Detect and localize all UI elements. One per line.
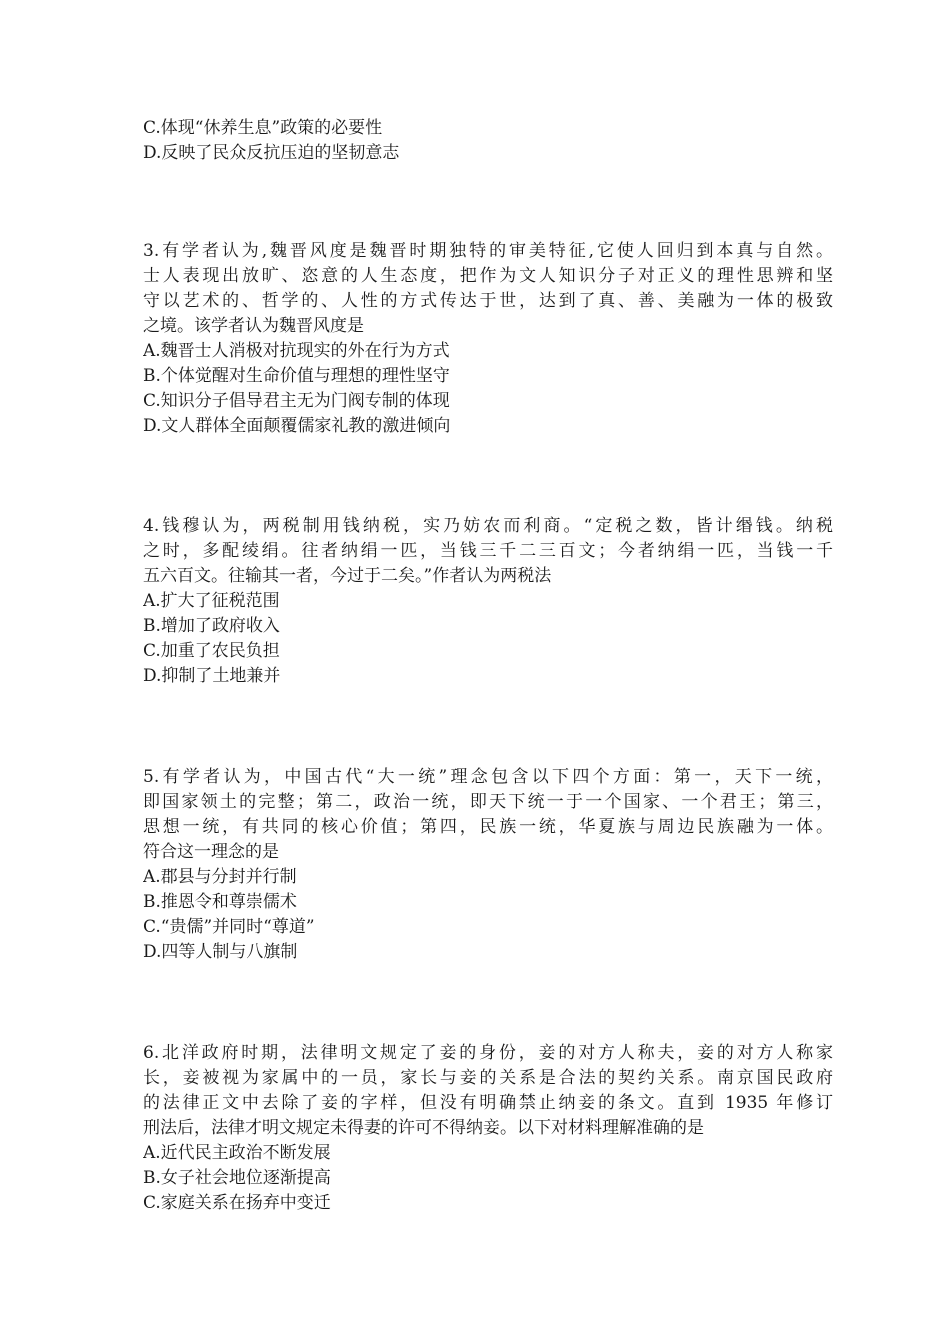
option-c: C.家庭关系在扬弃中变迁 <box>143 1193 331 1213</box>
question-4 <box>143 514 833 689</box>
option-d: D.文人群体全面颠覆儒家礼教的激进倾向 <box>143 416 451 436</box>
question-4-stem-line: 4.钱穆认为，两税制用钱纳税，实乃妨农而利商。“定税之数，皆计缗钱。纳税 <box>143 516 833 536</box>
question-6-stem-line: 6.北洋政府时期，法律明文规定了妾的身份，妾的对方人称夫，妾的对方人称家 <box>143 1043 833 1063</box>
question-5-stem-line: 思想一统，有共同的核心价值；第四，民族一统，华夏族与周边民族融为一体。 <box>143 817 833 837</box>
option-d: D.四等人制与八旗制 <box>143 942 298 962</box>
option-c: C.“贵儒”并同时“尊道” <box>143 917 315 937</box>
question-6-stem-line: 长，妾被视为家属中的一员，家长与妾的关系是合法的契约关系。南京国民政府 <box>143 1068 833 1088</box>
option-b: B.个体觉醒对生命价值与理想的理性坚守 <box>143 366 450 386</box>
question-4-stem-line: 之时，多配绫绢。往者纳绢一匹，当钱三千二三百文；今者纳绢一匹，当钱一千 <box>143 541 833 561</box>
option-a: A.魏晋士人消极对抗现实的外在行为方式 <box>143 341 450 361</box>
question-3-stem-line: 3.有学者认为,魏晋风度是魏晋时期独特的审美特征,它使人回归到本真与自然。 <box>143 241 833 261</box>
question-3-stem-line: 守以艺术的、哲学的、人性的方式传达于世，达到了真、善、美融为一体的极致 <box>143 291 833 311</box>
question-3-stem-line: 士人表现出放旷、恣意的人生态度，把作为文人知识分子对正义的理性思辨和坚 <box>143 266 833 286</box>
option-c: C.加重了农民负担 <box>143 641 280 661</box>
question-3-stem-line: 之境。该学者认为魏晋风度是 <box>143 316 364 336</box>
option-b: B.女子社会地位逐渐提高 <box>143 1168 331 1188</box>
option-d: D.抑制了土地兼并 <box>143 666 281 686</box>
option-a: A.郡县与分封并行制 <box>143 867 297 887</box>
question-5-stem-line: 5.有学者认为，中国古代“大一统”理念包含以下四个方面：第一，天下一统， <box>143 767 833 787</box>
question-5-stem-line: 符合这一理念的是 <box>143 842 279 862</box>
question-5 <box>143 765 833 965</box>
option-a: A.扩大了征税范围 <box>143 591 280 611</box>
option-c: C.知识分子倡导君主无为门阀专制的体现 <box>143 391 450 411</box>
option-d: D.反映了民众反抗压迫的坚韧意志 <box>143 143 400 163</box>
question-5-stem-line: 即国家领土的完整；第二，政治一统，即天下统一于一个国家、一个君王；第三， <box>143 792 833 812</box>
option-a: A.近代民主政治不断发展 <box>143 1143 331 1163</box>
question-6 <box>143 1041 833 1216</box>
question-2-options <box>143 116 833 166</box>
option-b: B.增加了政府收入 <box>143 616 280 636</box>
question-3 <box>143 239 833 439</box>
option-b: B.推恩令和尊崇儒术 <box>143 892 297 912</box>
question-6-stem-line: 的法律正文中去除了妾的字样，但没有明确禁止纳妾的条文。直到 1935 年修订 <box>143 1093 833 1113</box>
question-4-stem-line: 五六百文。往输其一者，今过于二矣。”作者认为两税法 <box>143 566 552 586</box>
option-c: C.体现“休养生息”政策的必要性 <box>143 118 383 138</box>
question-6-stem-line: 刑法后，法律才明文规定未得妻的许可不得纳妾。以下对材料理解准确的是 <box>143 1118 704 1138</box>
